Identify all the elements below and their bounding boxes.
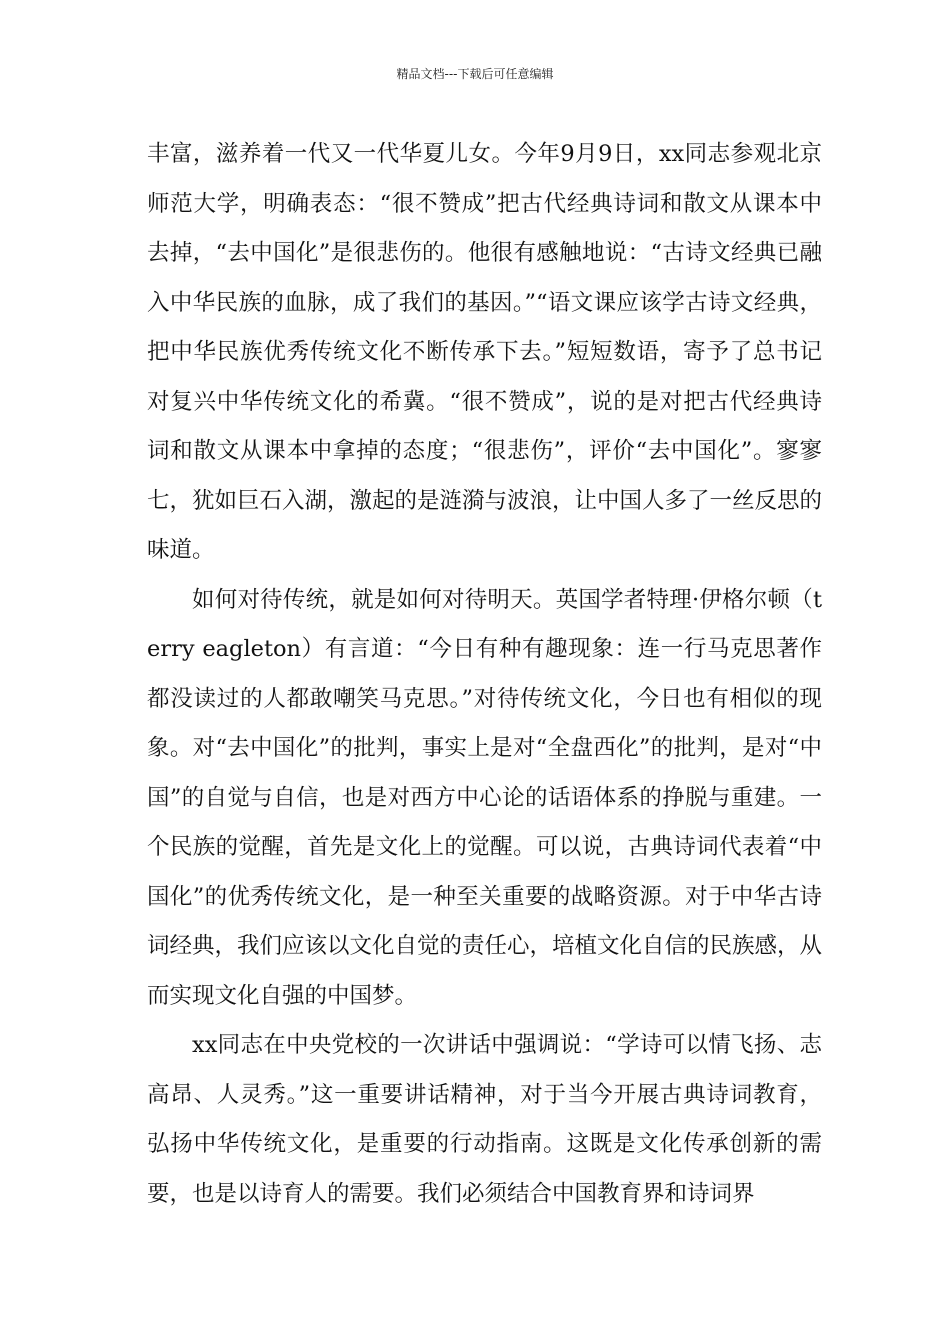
paragraph-2: 如何对待传统，就是如何对待明天。英国学者特理·伊格尔顿（terry eagleton）有言道：“今日有种有趣现象：连一行马克思著作都没读过的人都敢嘲笑马克思。”对待传统文化，今日也有相似的现象。对“去中国化”的批判，事实上是对“全盘西化”的批判，是对“中国”的自觉与自信，也是对西方中心论的话语体系的挣脱与重建。一个民族的觉醒，首先是文化上的觉醒。可以说，古典诗词代表着“中国化”的优秀传统文化，是一种至关重要的战略资源。对于中华古诗词经典，我们应该以文化自觉的责任心，培植文化自信的民族感，从而实现文化自强的中国梦。 xyxy=(147,586,823,1009)
paragraph-1: 丰富，滋养着一代又一代华夏儿女。今年9月9日，xx同志参观北京师范大学，明确表态：“很不赞成”把古代经典诗词和散文从课本中去掉，“去中国化”是很悲伤的。他很有感触地说：“古诗文经典已融入中华民族的血脉，成了我们的基因。”“语文课应该学古诗文经典，把中华民族优秀传统文化不断传承下去。”短短数语，寄予了总书记对复兴中华传统文化的希冀。“很不赞成”，说的是对把古代经典诗词和散文从课本中拿掉的态度；“很悲伤”，评价“去中国化”。寥寥七，犹如巨石入湖，激起的是涟漪与波浪，让中国人多了一丝反思的味道。 xyxy=(147,141,823,563)
document-body xyxy=(147,130,822,1219)
page-header: 精品文档---下载后可任意编辑 xyxy=(396,67,554,81)
paragraph-3: xx同志在中央党校的一次讲话中强调说：“学诗可以情飞扬、志高昂、人灵秀。”这一重要讲话精神，对于当今开展古典诗词教育，弘扬中华传统文化，是重要的行动指南。这既是文化传承创新的需要，也是以诗育人的需要。我们必须结合中国教育界和诗词界 xyxy=(147,1032,822,1207)
